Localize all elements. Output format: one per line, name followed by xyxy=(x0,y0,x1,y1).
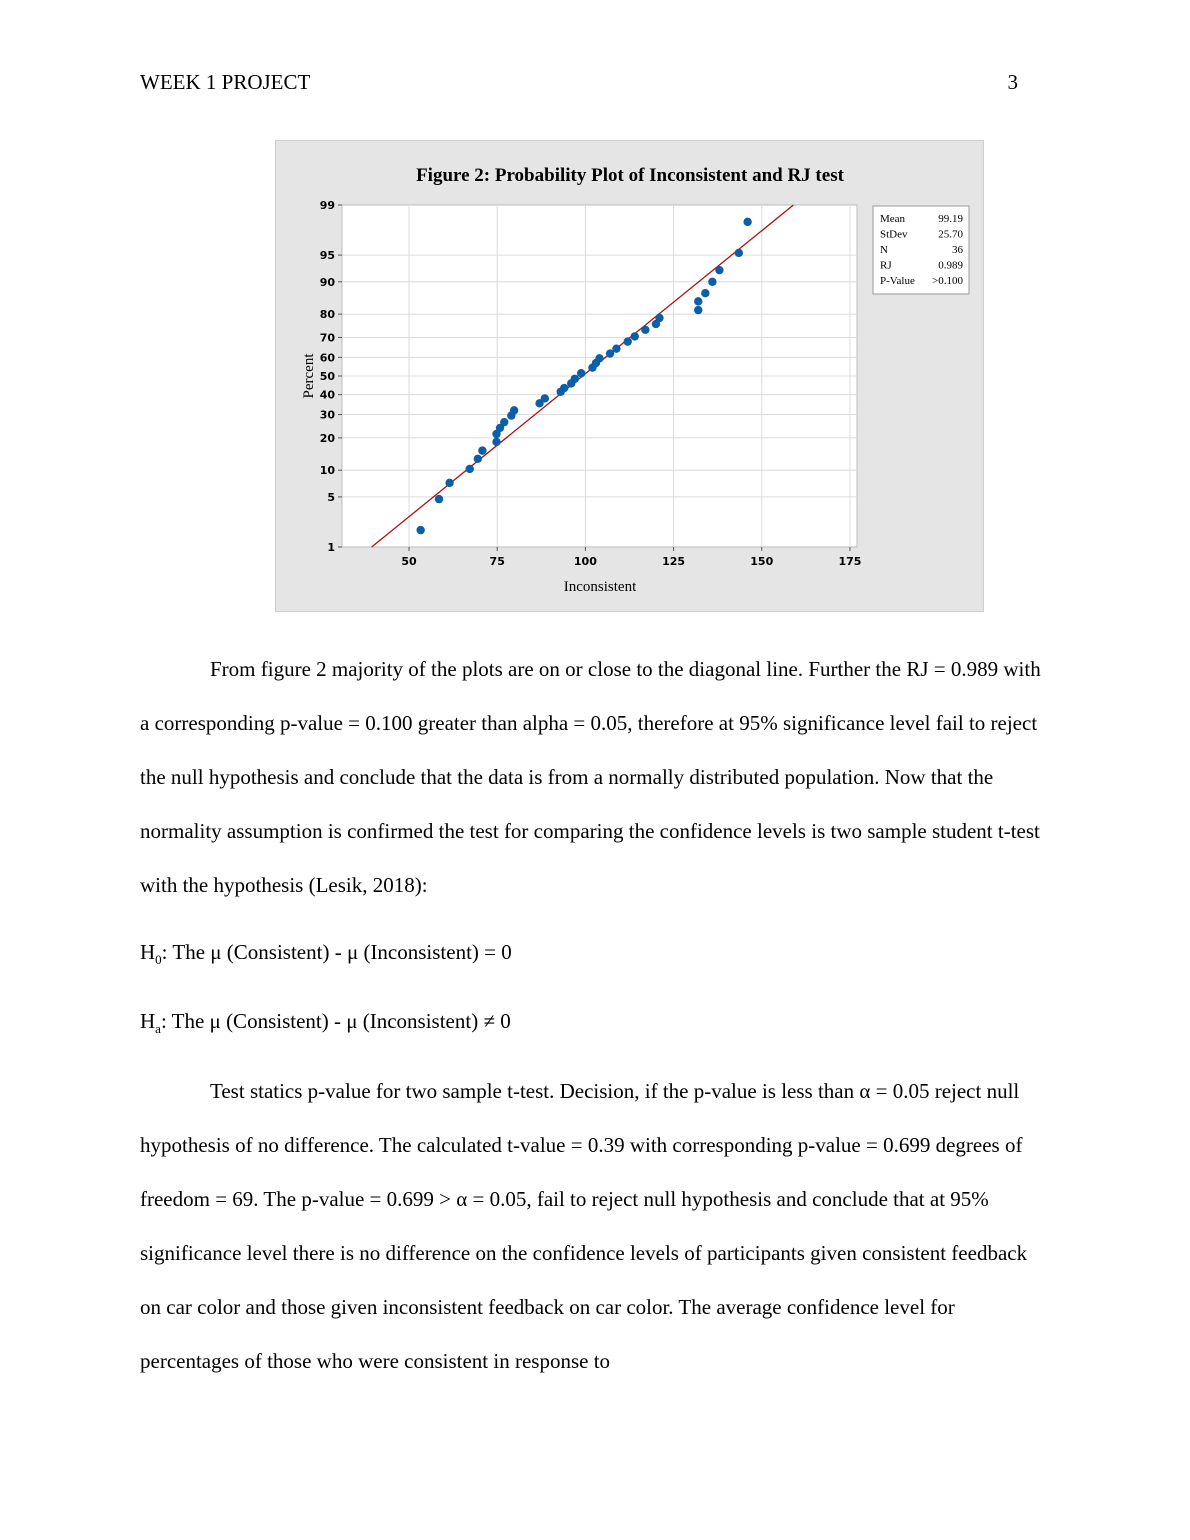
hypothesis-subscript: a xyxy=(155,1021,161,1037)
data-point xyxy=(478,446,486,454)
stat-label: N xyxy=(880,244,888,256)
alternative-hypothesis xyxy=(140,1009,511,1037)
data-point xyxy=(708,278,716,286)
data-point xyxy=(701,289,709,297)
data-point xyxy=(694,297,702,305)
running-head: WEEK 1 PROJECT xyxy=(140,70,311,94)
stat-value: >0.100 xyxy=(932,275,963,287)
y-axis-label: Percent xyxy=(301,353,317,399)
data-point xyxy=(445,479,453,487)
stat-value: 99.19 xyxy=(938,213,963,225)
y-tick-label: 1 xyxy=(327,541,335,554)
hypothesis-symbol: H xyxy=(140,940,156,964)
data-point xyxy=(541,394,549,402)
stat-label: P-Value xyxy=(880,275,915,287)
stats-legend-box xyxy=(873,206,969,294)
hypothesis-subscript: 0 xyxy=(155,952,162,968)
data-point xyxy=(500,418,508,426)
x-axis-label: Inconsistent xyxy=(563,579,637,595)
stat-value: 25.70 xyxy=(938,228,963,241)
chart-title: Figure 2: Probability Plot of Inconsistent and RJ test xyxy=(416,165,844,186)
page-number: 3 xyxy=(1007,70,1018,94)
x-tick-label: 75 xyxy=(489,555,505,568)
data-point xyxy=(465,465,473,473)
y-tick-label: 10 xyxy=(319,464,335,478)
null-hypothesis xyxy=(140,940,512,968)
y-tick-label: 40 xyxy=(319,388,335,402)
data-point xyxy=(416,526,424,534)
data-point xyxy=(571,375,579,383)
paragraph-figure-interpretation xyxy=(140,642,1050,912)
data-point xyxy=(577,369,585,377)
y-tick-label: 5 xyxy=(327,490,335,504)
paragraph-text: Test statics p-value for two sample t-test. Decision, if the p-value is less than α = 0.05 reject null hypothesis of no difference. The calculated t-value = 0.39 with corresponding p-value = 0.699 degrees of freedom = 69. The p-value = 0.699 > α = 0.05, fail to reject null hypothesis and conclude that at 95% significance level there is no difference on the confidence levels of participants given consistent feedback on car color and those given inconsistent feedback on car color. The average confidence level for percentages of those who were consistent in response to xyxy=(140,1079,1028,1373)
data-point xyxy=(624,337,632,345)
data-point xyxy=(510,406,518,414)
y-tick-label: 95 xyxy=(319,249,335,263)
data-point xyxy=(735,249,743,257)
y-tick-label: 90 xyxy=(319,275,335,289)
hypothesis-text: : The μ (Consistent) - μ (Inconsistent) ≠ 0 xyxy=(160,1009,511,1033)
y-tick-label: 20 xyxy=(319,431,335,445)
stat-value: 0.989 xyxy=(938,259,963,272)
y-axis-ticks xyxy=(320,199,342,554)
data-point xyxy=(694,306,702,314)
data-point xyxy=(474,455,482,463)
probability-plot-figure xyxy=(275,140,984,612)
hypothesis-symbol: H xyxy=(140,1009,156,1033)
x-tick-label: 100 xyxy=(573,555,597,568)
probability-plot-svg xyxy=(276,141,985,613)
data-point xyxy=(655,314,663,322)
data-point xyxy=(743,218,751,226)
data-point xyxy=(560,384,568,392)
data-point xyxy=(492,438,500,446)
x-tick-label: 50 xyxy=(401,555,417,568)
y-tick-label: 30 xyxy=(319,408,335,422)
data-point xyxy=(435,495,443,503)
y-tick-label: 99 xyxy=(319,199,335,212)
y-tick-label: 80 xyxy=(319,308,335,322)
stat-label: RJ xyxy=(880,259,892,272)
data-point xyxy=(612,344,620,352)
stat-label: StDev xyxy=(880,228,908,241)
data-point xyxy=(631,332,639,340)
data-point xyxy=(715,266,723,274)
data-point xyxy=(641,326,649,334)
x-axis-ticks xyxy=(401,547,861,568)
stat-label: Mean xyxy=(880,213,906,225)
y-tick-label: 60 xyxy=(319,351,335,365)
x-tick-label: 150 xyxy=(750,555,774,568)
x-tick-label: 175 xyxy=(838,555,862,568)
data-point xyxy=(595,354,603,362)
paragraph-t-test-result xyxy=(140,1064,1050,1388)
x-tick-label: 125 xyxy=(662,555,686,568)
paragraph-text: From figure 2 majority of the plots are on or close to the diagonal line. Further the RJ = 0.989 with a corresponding p-value = 0.100 greater than alpha = 0.05, therefore at 95% significance level fail to reject the null hypothesis and conclude that the data is from a normally distributed population. Now that the normality assumption is confirmed the test for comparing the confidence levels is two sample student t-test with the hypothesis (Lesik, 2018): xyxy=(140,657,1041,897)
y-tick-label: 50 xyxy=(319,370,335,383)
stat-value: 36 xyxy=(952,244,963,256)
y-tick-label: 70 xyxy=(319,331,335,345)
hypothesis-text: : The μ (Consistent) - μ (Inconsistent) = 0 xyxy=(161,940,512,964)
